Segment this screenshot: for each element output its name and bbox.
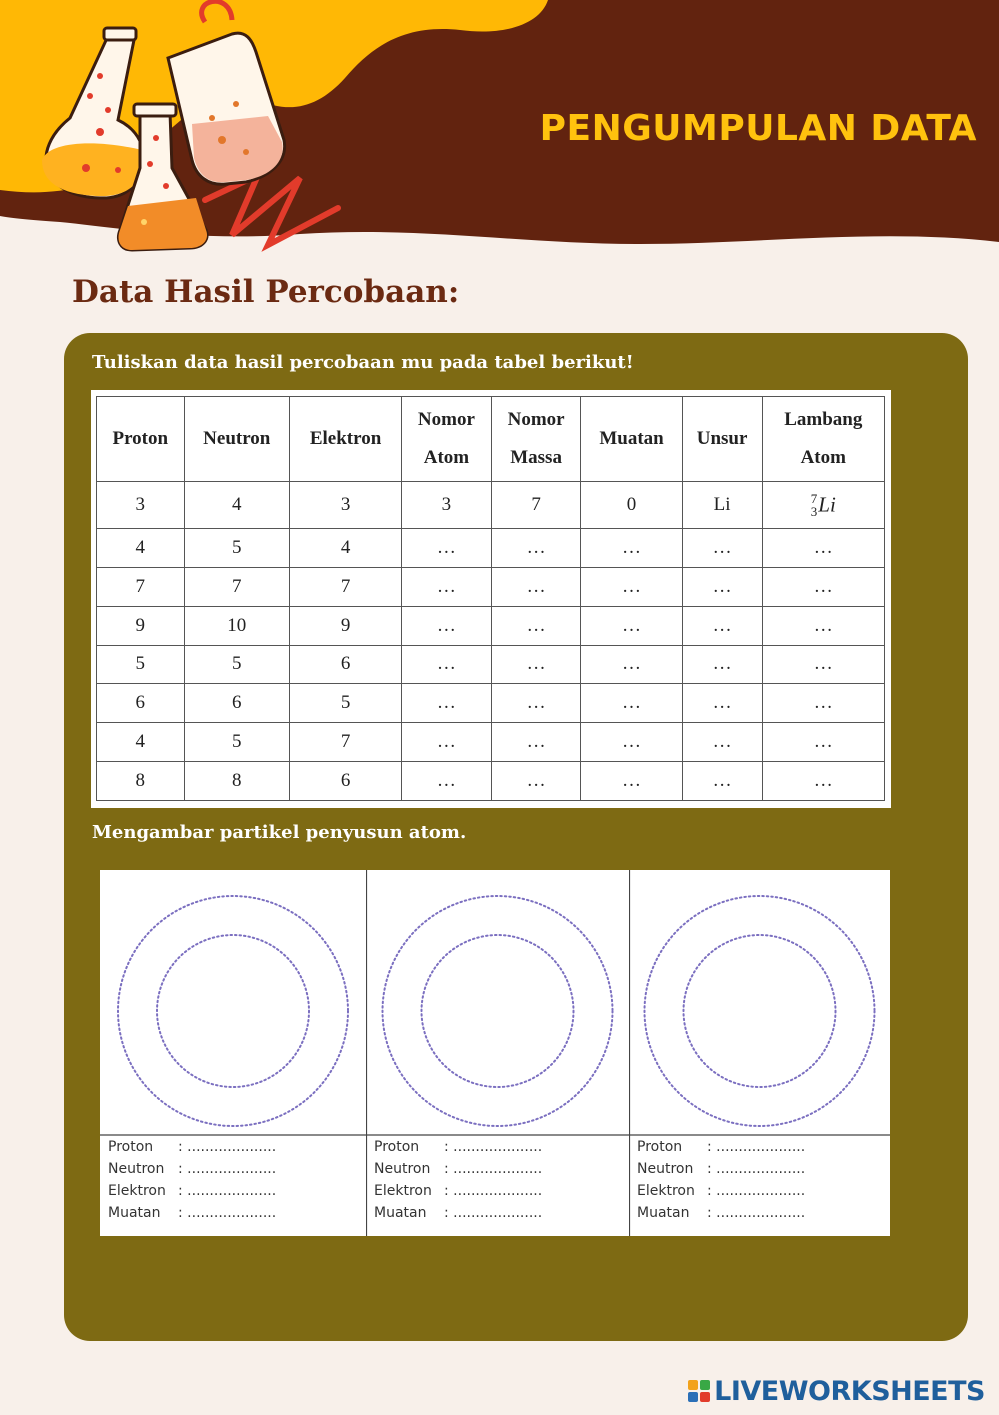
blank-cell[interactable]: …	[682, 567, 762, 606]
blank-cell[interactable]: …	[402, 567, 492, 606]
particle-answer-blank[interactable]: : ....................	[707, 1205, 806, 1221]
table-cell: 7	[290, 723, 402, 762]
particle-answer-blank[interactable]: : ....................	[178, 1205, 277, 1221]
particle-answer-blank[interactable]: : ....................	[178, 1183, 277, 1199]
table-row	[97, 567, 885, 606]
column-header-text: Nomor	[507, 409, 565, 430]
particle-answer-blank[interactable]: : ....................	[707, 1139, 806, 1155]
particle-answer-blank[interactable]: : ....................	[707, 1183, 806, 1199]
brand-name: LIVEWORKSHEETS	[714, 1375, 985, 1407]
table-cell: 3	[402, 482, 492, 529]
blank-cell[interactable]: …	[682, 684, 762, 723]
table-row	[97, 645, 885, 684]
blank-cell[interactable]: …	[762, 606, 884, 645]
table-cell: 8	[184, 762, 290, 801]
blank-cell[interactable]: …	[491, 684, 581, 723]
blank-cell[interactable]: …	[762, 684, 884, 723]
isotope-numbers	[811, 492, 818, 518]
blank-cell[interactable]: …	[491, 723, 581, 762]
blank-cell[interactable]: …	[491, 762, 581, 801]
table-cell: 5	[97, 645, 185, 684]
particle-label: Neutron	[374, 1161, 431, 1177]
blank-cell[interactable]: …	[682, 645, 762, 684]
particle-info-row	[108, 1158, 276, 1180]
element-symbol: Li	[818, 492, 836, 517]
particle-info-row	[374, 1202, 542, 1224]
particle-label: Proton	[637, 1139, 683, 1155]
inner-orbit	[157, 935, 309, 1087]
table-cell: 4	[97, 723, 185, 762]
blank-cell[interactable]: …	[762, 723, 884, 762]
particle-label: Proton	[374, 1139, 420, 1155]
table-cell: 7	[491, 482, 581, 529]
column-header	[97, 397, 185, 482]
particle-answer-blank[interactable]: : ....................	[444, 1205, 543, 1221]
table-cell: 6	[97, 684, 185, 723]
column-header-text: Neutron	[203, 428, 271, 449]
blank-cell[interactable]: …	[491, 645, 581, 684]
blank-cell[interactable]: …	[491, 529, 581, 568]
table-cell: 7	[290, 567, 402, 606]
drawing-instruction: Mengambar partikel penyusun atom.	[92, 822, 467, 843]
particle-info-row	[108, 1180, 276, 1202]
particle-info-row	[374, 1180, 542, 1202]
column-header-text: Atom	[800, 447, 846, 468]
page-title: PENGUMPULAN DATA	[539, 108, 977, 149]
blank-cell[interactable]: …	[581, 723, 682, 762]
particle-answer-blank[interactable]: : ....................	[178, 1139, 277, 1155]
table-cell: 8	[97, 762, 185, 801]
column-header-text: Muatan	[599, 428, 664, 449]
particle-label: Elektron	[374, 1183, 432, 1199]
particle-info-row	[108, 1136, 276, 1158]
footer-brand	[688, 1375, 985, 1407]
blank-cell[interactable]: …	[762, 529, 884, 568]
table-cell: 5	[184, 723, 290, 762]
blank-cell[interactable]: …	[581, 606, 682, 645]
table-cell: 3	[97, 482, 185, 529]
atom-drawing-area	[100, 870, 890, 1236]
data-table	[96, 396, 885, 801]
blank-cell[interactable]: …	[682, 723, 762, 762]
particle-info-row	[374, 1158, 542, 1180]
table-row	[97, 762, 885, 801]
column-header-text: Proton	[112, 428, 169, 449]
inner-orbit	[422, 935, 574, 1087]
table-cell: 10	[184, 606, 290, 645]
blank-cell[interactable]: …	[581, 529, 682, 568]
column-header-text: Unsur	[696, 428, 748, 449]
table-cell: 7	[184, 567, 290, 606]
particle-label: Elektron	[637, 1183, 695, 1199]
example-row	[97, 482, 885, 529]
column-header	[402, 397, 492, 482]
table-row	[97, 723, 885, 762]
particle-label: Elektron	[108, 1183, 166, 1199]
particle-label: Muatan	[108, 1205, 161, 1221]
blank-cell[interactable]: …	[581, 684, 682, 723]
column-header-text: Elektron	[309, 428, 382, 449]
table-cell: Li	[682, 482, 762, 529]
table-cell: 6	[290, 762, 402, 801]
particle-info	[374, 1136, 542, 1224]
table-cell: 4	[290, 529, 402, 568]
particle-info-row	[637, 1202, 805, 1224]
table-cell: 7	[97, 567, 185, 606]
table-cell: 0	[581, 482, 682, 529]
table-row	[97, 606, 885, 645]
blank-cell[interactable]: …	[581, 762, 682, 801]
table-row	[97, 529, 885, 568]
blank-cell[interactable]: …	[402, 606, 492, 645]
outer-orbit	[645, 896, 875, 1126]
blank-cell[interactable]: …	[402, 723, 492, 762]
particle-info	[637, 1136, 805, 1224]
blank-cell[interactable]: …	[402, 684, 492, 723]
table-cell: 6	[184, 684, 290, 723]
table-cell: 4	[97, 529, 185, 568]
blank-cell[interactable]: …	[682, 606, 762, 645]
table-cell: 5	[184, 645, 290, 684]
table-header-row	[97, 397, 885, 482]
particle-info-row	[637, 1136, 805, 1158]
table-row	[97, 684, 885, 723]
blank-cell[interactable]: …	[682, 529, 762, 568]
column-header-text: Lambang	[784, 409, 863, 430]
column-header	[290, 397, 402, 482]
particle-label: Neutron	[637, 1161, 694, 1177]
particle-info-row	[374, 1136, 542, 1158]
table-cell: 4	[184, 482, 290, 529]
column-header-text: Massa	[510, 447, 562, 468]
mass-number: 7	[810, 491, 818, 506]
atomic-number: 3	[810, 504, 818, 519]
data-table-container	[91, 390, 891, 808]
particle-label: Muatan	[374, 1205, 427, 1221]
inner-orbit	[684, 935, 836, 1087]
atom-symbol-cell	[762, 482, 884, 529]
column-header	[184, 397, 290, 482]
column-header	[491, 397, 581, 482]
particle-info	[108, 1136, 276, 1224]
column-header	[682, 397, 762, 482]
atom-drawing-cell[interactable]	[100, 870, 366, 1236]
particle-answer-blank[interactable]: : ....................	[444, 1183, 543, 1199]
blank-cell[interactable]: …	[402, 645, 492, 684]
column-header-text: Atom	[423, 447, 470, 468]
table-cell: 5	[184, 529, 290, 568]
particle-label: Proton	[108, 1139, 154, 1155]
table-cell: 5	[290, 684, 402, 723]
column-header	[762, 397, 884, 482]
column-header	[581, 397, 682, 482]
blank-cell[interactable]: …	[491, 606, 581, 645]
particle-answer-blank[interactable]: : ....................	[444, 1161, 543, 1177]
particle-info-row	[637, 1158, 805, 1180]
section-title: Data Hasil Percobaan:	[72, 274, 460, 310]
particle-info-row	[637, 1180, 805, 1202]
blank-cell[interactable]: …	[581, 567, 682, 606]
table-cell: 3	[290, 482, 402, 529]
outer-orbit	[118, 896, 348, 1126]
table-cell: 9	[290, 606, 402, 645]
particle-label: Muatan	[637, 1205, 690, 1221]
blank-cell[interactable]: …	[402, 762, 492, 801]
particle-answer-blank[interactable]: : ....................	[707, 1161, 806, 1177]
blank-cell[interactable]: …	[682, 762, 762, 801]
blank-cell[interactable]: …	[762, 762, 884, 801]
particle-answer-blank[interactable]: : ....................	[444, 1139, 543, 1155]
blank-cell[interactable]: …	[762, 645, 884, 684]
table-instruction: Tuliskan data hasil percobaan mu pada tabel berikut!	[92, 352, 634, 373]
blank-cell[interactable]: …	[581, 645, 682, 684]
particle-answer-blank[interactable]: : ....................	[178, 1161, 277, 1177]
atom-drawing-cell[interactable]	[629, 870, 890, 1236]
particle-info-row	[108, 1202, 276, 1224]
table-cell: 6	[290, 645, 402, 684]
particle-label: Neutron	[108, 1161, 165, 1177]
blank-cell[interactable]: …	[402, 529, 492, 568]
blank-cell[interactable]: …	[762, 567, 884, 606]
table-cell: 9	[97, 606, 185, 645]
liveworksheets-logo-icon	[688, 1380, 710, 1402]
atom-drawing-cell[interactable]	[366, 870, 629, 1236]
column-header-text: Nomor	[417, 409, 475, 430]
outer-orbit	[383, 896, 613, 1126]
blank-cell[interactable]: …	[491, 567, 581, 606]
